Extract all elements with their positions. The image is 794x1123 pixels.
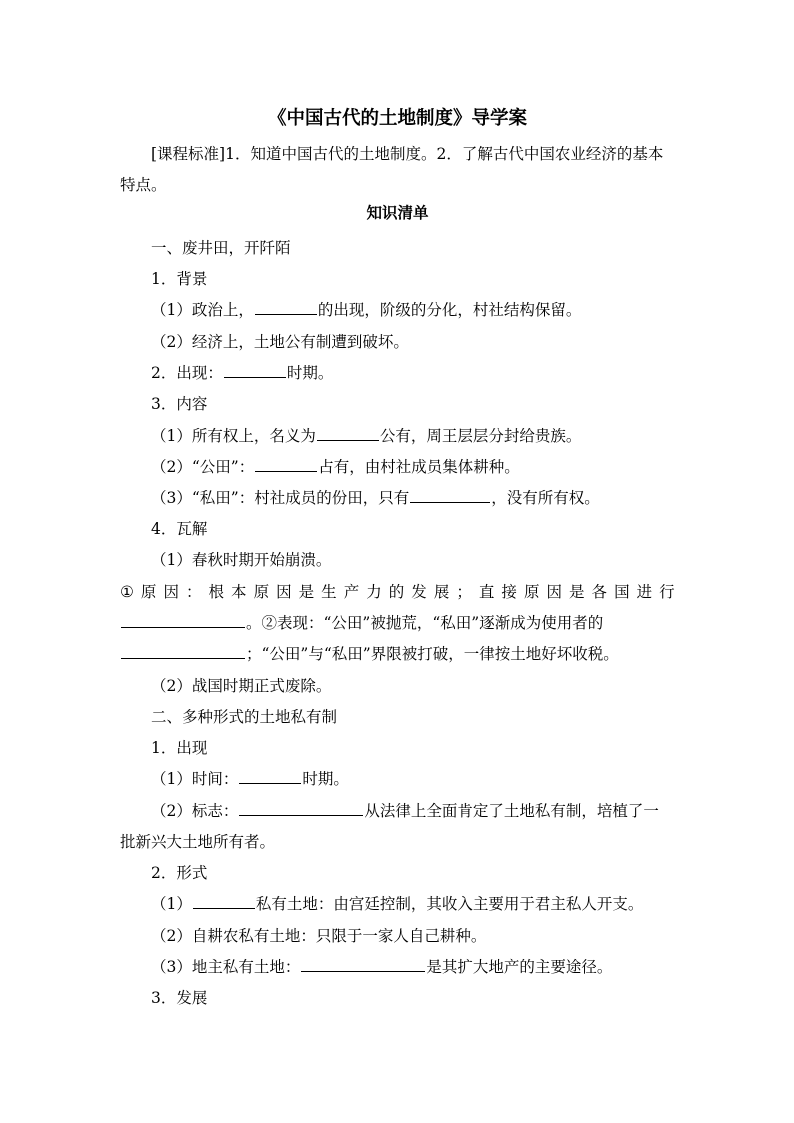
- section-header: 知识清单: [366, 203, 429, 222]
- document-title: 《中国古代的土地制度》导学案: [267, 108, 527, 129]
- reason-char: 产: [343, 583, 360, 601]
- reason-char: 国: [614, 583, 630, 601]
- fill-blank[interactable]: [121, 644, 245, 659]
- background-item-1: （1）政治上， 的出现，阶级的分化，村社结构保留。: [151, 301, 582, 319]
- part2-dev-title: 3．发展: [151, 989, 208, 1007]
- part2-sign-line-2: 批新兴大土地所有者。: [120, 833, 276, 851]
- reason-char: 是: [569, 583, 585, 601]
- content-item-2: （2）“公田”： 占有，由村社成员集体耕种。: [151, 458, 520, 476]
- collapse-item-1: （1）春秋时期开始崩溃。: [151, 551, 332, 569]
- reason-char: ①: [120, 583, 134, 601]
- reason-char: 因: [163, 583, 179, 601]
- reason-char: 展: [433, 583, 450, 601]
- reason-char: 因: [276, 583, 292, 601]
- part2-time-line: （1）时间： 时期。: [151, 770, 349, 788]
- reason-char: 的: [388, 583, 405, 601]
- content-item-3: （3）“私田”：村社成员的份田，只有 ，没有所有权。: [151, 489, 600, 507]
- fill-blank[interactable]: [121, 613, 245, 628]
- reason-char: 生: [321, 583, 337, 601]
- part2-heading: 二、多种形式的土地私有制: [151, 708, 338, 726]
- reason-char: ；: [456, 583, 472, 601]
- part1-heading: 一、废井田，开阡陌: [151, 239, 291, 257]
- part2-form-item-1: （1） 私有土地：由宫廷控制，其收入主要用于君主私人开支。: [151, 895, 644, 913]
- reason-char: 根: [208, 583, 225, 601]
- part2-appear-title: 1．出现: [151, 739, 208, 757]
- part2-sign-line: （2）标志： 从法律上全面肯定了土地私有制，培植了一: [151, 802, 659, 820]
- reason-char: 各: [591, 583, 608, 601]
- reason-char: 接: [501, 583, 517, 601]
- reason-char: 原: [253, 583, 270, 601]
- reason-char: 发: [411, 583, 427, 601]
- fill-blank[interactable]: [193, 894, 255, 909]
- curriculum-standard-line1: [课程标准]1．知道中国古代的土地制度。2．了解古代中国农业经济的基本: [151, 145, 664, 163]
- reason-char: 进: [636, 583, 653, 601]
- collapse-title: 4．瓦解: [151, 520, 208, 538]
- fill-blank[interactable]: [224, 363, 286, 378]
- document-page: [120, 0, 675, 1123]
- fill-blank[interactable]: [255, 300, 317, 315]
- part2-form-item-2: （2）自耕农私有土地：只限于一家人自己耕种。: [151, 927, 487, 945]
- reason-line-2: 。②表现：“公田”被抛荒，“私田”逐渐成为使用者的: [120, 612, 603, 634]
- reason-char: 本: [231, 583, 247, 601]
- collapse-item-2: （2）战国时期正式废除。: [151, 677, 332, 695]
- background-item-2: （2）经济上，土地公有制遭到破坏。: [151, 333, 409, 351]
- reason-char: 原: [523, 583, 540, 601]
- reason-char: 原: [140, 583, 157, 601]
- reason-char: 力: [366, 583, 382, 601]
- reason-line-3: ；“公田”与“私田”界限被打破，一律按土地好坏收税。: [120, 643, 619, 665]
- part2-form-item-3: （3）地主私有土地： 是其扩大地产的主要途径。: [151, 958, 613, 976]
- reason-line: [120, 581, 675, 603]
- content-title: 3．内容: [151, 395, 208, 413]
- fill-blank[interactable]: [301, 957, 425, 972]
- reason-char: 因: [546, 583, 562, 601]
- fill-blank[interactable]: [239, 769, 301, 784]
- appearance-line: 2．出现： 时期。: [151, 364, 334, 382]
- reason-char: 行: [659, 583, 675, 601]
- background-title: 1．背景: [151, 270, 208, 288]
- fill-blank[interactable]: [255, 457, 317, 472]
- reason-char: ：: [185, 583, 202, 601]
- curriculum-standard-line2: 特点。: [120, 176, 167, 194]
- reason-char: 直: [478, 583, 495, 601]
- fill-blank[interactable]: [410, 488, 490, 503]
- content-item-1: （1）所有权上，名义为 公有，周王层层分封给贵族。: [151, 427, 582, 445]
- reason-char: 是: [298, 583, 315, 601]
- fill-blank[interactable]: [239, 801, 363, 816]
- part2-form-title: 2．形式: [151, 864, 208, 882]
- fill-blank[interactable]: [317, 426, 379, 441]
